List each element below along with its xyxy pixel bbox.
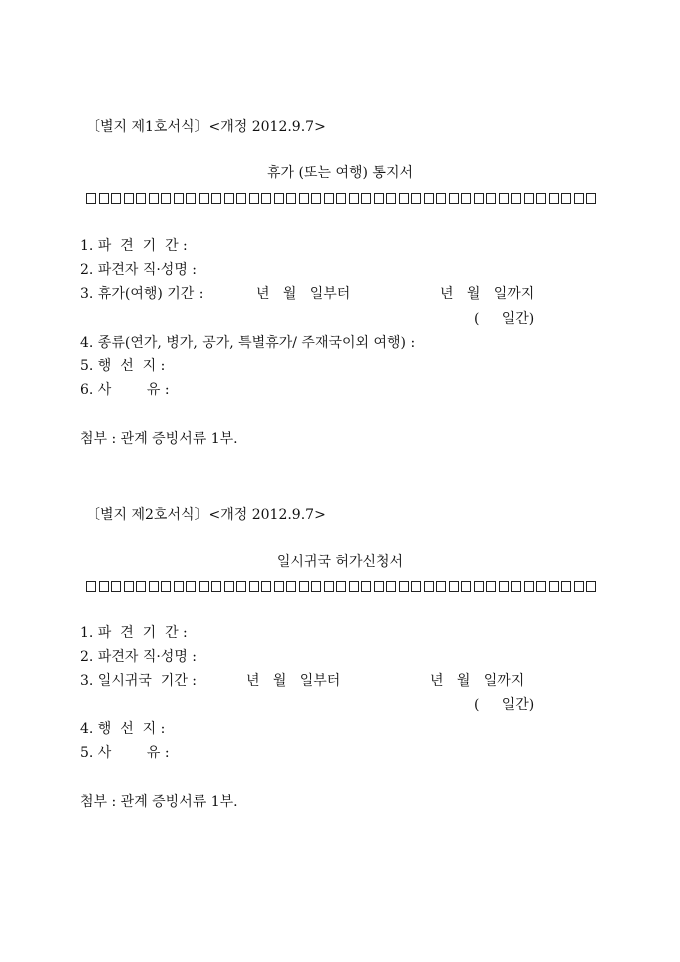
form-1-from-date: 년 월 일부터 <box>256 286 351 302</box>
empty-box <box>274 581 284 592</box>
form-2-item-name: 2. 파견자 직·성명 : <box>80 649 198 665</box>
form-2-title: 일시귀국 허가신청서 <box>276 554 404 570</box>
form-2-days: ( 일간) <box>474 697 535 713</box>
empty-box <box>124 193 134 204</box>
empty-box <box>436 581 446 592</box>
empty-box <box>311 581 321 592</box>
empty-box <box>324 193 334 204</box>
empty-box <box>349 193 359 204</box>
empty-box <box>86 581 96 592</box>
empty-box <box>361 193 371 204</box>
empty-box <box>149 581 159 592</box>
empty-box <box>224 581 234 592</box>
empty-box <box>136 581 146 592</box>
empty-box <box>474 581 484 592</box>
form-2-from-date: 년 월 일부터 <box>246 673 341 689</box>
empty-box <box>499 581 509 592</box>
empty-box <box>524 193 534 204</box>
form-1-title: 휴가 (또는 여행) 통지서 <box>267 165 413 181</box>
form-1-attachment: 첨부 : 관계 증빙서류 1부. <box>80 431 238 447</box>
form-1-item-destination: 5. 행 선 지 : <box>80 358 166 374</box>
empty-box <box>261 193 271 204</box>
empty-box <box>486 193 496 204</box>
empty-box <box>449 193 459 204</box>
empty-box <box>299 193 309 204</box>
empty-box <box>186 581 196 592</box>
empty-box <box>161 581 171 592</box>
empty-box <box>486 581 496 592</box>
empty-box <box>336 193 346 204</box>
empty-box <box>561 193 571 204</box>
empty-box <box>199 581 209 592</box>
empty-box <box>111 193 121 204</box>
empty-box <box>274 193 284 204</box>
empty-box <box>461 581 471 592</box>
empty-box <box>549 581 559 592</box>
empty-box <box>324 581 334 592</box>
empty-box <box>549 193 559 204</box>
form-2-item-destination: 4. 행 선 지 : <box>80 721 166 737</box>
form-2-to-date: 년 월 일까지 <box>430 673 525 689</box>
empty-box <box>86 193 96 204</box>
empty-box <box>111 581 121 592</box>
empty-box <box>349 581 359 592</box>
form-2-box-row <box>86 578 596 596</box>
empty-box <box>99 193 109 204</box>
empty-box <box>511 581 521 592</box>
empty-box <box>211 581 221 592</box>
form-1-item-type: 4. 종류(연가, 병가, 공가, 특별휴가/ 주재국이외 여행) : <box>80 335 416 351</box>
empty-box <box>361 581 371 592</box>
empty-box <box>286 581 296 592</box>
form-1-item-leave-period: 3. 휴가(여행) 기간 : <box>80 286 204 302</box>
empty-box <box>411 193 421 204</box>
form-1-item-name: 2. 파견자 직·성명 : <box>80 262 198 278</box>
empty-box <box>574 193 584 204</box>
empty-box <box>424 193 434 204</box>
empty-box <box>161 193 171 204</box>
empty-box <box>374 193 384 204</box>
empty-box <box>511 193 521 204</box>
empty-box <box>249 581 259 592</box>
empty-box <box>124 581 134 592</box>
empty-box <box>136 193 146 204</box>
form-1-to-date: 년 월 일까지 <box>440 286 535 302</box>
empty-box <box>411 581 421 592</box>
empty-box <box>536 581 546 592</box>
empty-box <box>299 581 309 592</box>
empty-box <box>174 193 184 204</box>
empty-box <box>436 193 446 204</box>
empty-box <box>149 193 159 204</box>
empty-box <box>261 581 271 592</box>
form-2-header: 〔별지 제2호서식〕<개정 2012.9.7> <box>86 507 326 523</box>
form-1-item-period: 1. 파 견 기 간 : <box>80 238 188 254</box>
empty-box <box>536 193 546 204</box>
empty-box <box>586 193 596 204</box>
empty-box <box>186 193 196 204</box>
empty-box <box>386 193 396 204</box>
form-1-header: 〔별지 제1호서식〕<개정 2012.9.7> <box>86 119 326 135</box>
form-2-item-period: 1. 파 견 기 간 : <box>80 625 188 641</box>
empty-box <box>586 581 596 592</box>
empty-box <box>224 193 234 204</box>
empty-box <box>461 193 471 204</box>
empty-box <box>474 193 484 204</box>
empty-box <box>574 581 584 592</box>
empty-box <box>424 581 434 592</box>
form-1-days: ( 일간) <box>474 311 535 327</box>
empty-box <box>399 581 409 592</box>
empty-box <box>524 581 534 592</box>
form-2-item-reason: 5. 사 유 : <box>80 745 170 761</box>
empty-box <box>199 193 209 204</box>
empty-box <box>174 581 184 592</box>
empty-box <box>286 193 296 204</box>
empty-box <box>99 581 109 592</box>
empty-box <box>336 581 346 592</box>
form-1-box-row <box>86 190 596 208</box>
empty-box <box>211 193 221 204</box>
empty-box <box>561 581 571 592</box>
form-2-attachment: 첨부 : 관계 증빙서류 1부. <box>80 794 238 810</box>
empty-box <box>449 581 459 592</box>
empty-box <box>374 581 384 592</box>
empty-box <box>311 193 321 204</box>
empty-box <box>236 581 246 592</box>
empty-box <box>399 193 409 204</box>
empty-box <box>386 581 396 592</box>
form-2-item-return-period: 3. 일시귀국 기간 : <box>80 673 198 689</box>
empty-box <box>249 193 259 204</box>
empty-box <box>236 193 246 204</box>
empty-box <box>499 193 509 204</box>
form-1-item-reason: 6. 사 유 : <box>80 382 170 398</box>
